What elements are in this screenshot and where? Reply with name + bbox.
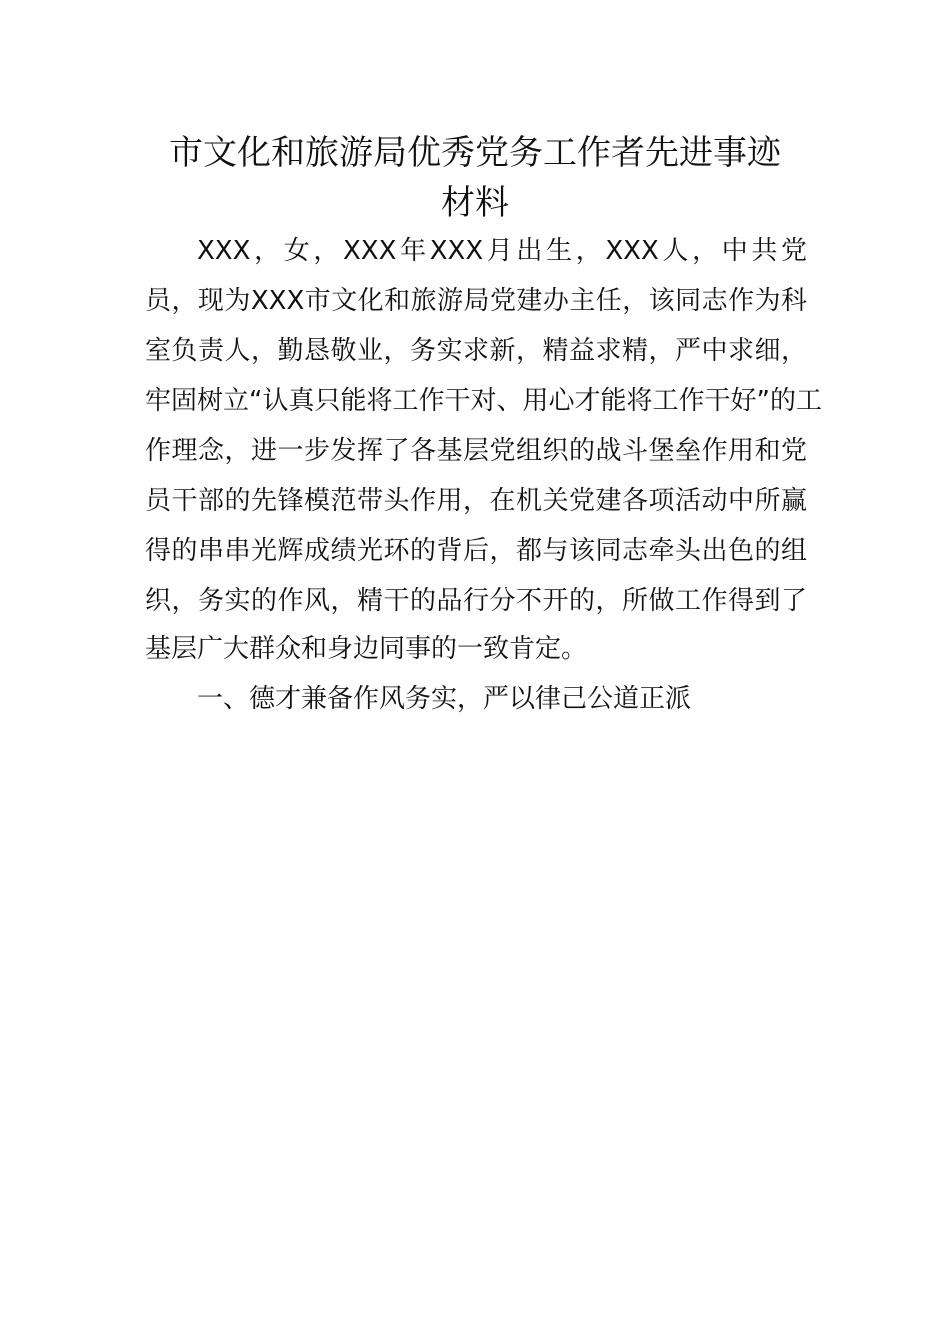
paragraph-line-4: 牢固树立“认真只能将工作干对、用心才能将工作干好”的工 — [145, 386, 822, 416]
section-heading: 一、德才兼备作风务实，严以律己公道正派 — [197, 684, 692, 714]
title-line-2: 材料 — [441, 183, 509, 223]
paragraph-line-1: XXX，女，XXX年XXX月出生，XXX人，中共党 — [197, 236, 807, 266]
paragraph-line-2: 员，现为XXX市文化和旅游局党建办主任，该同志作为科 — [145, 286, 807, 316]
document-title — [145, 128, 805, 228]
paragraph-line-6: 员干部的先锋模范带头作用，在机关党建各项活动中所赢 — [145, 486, 807, 516]
paragraph-line-3: 室负责人，勤恳敬业，务实求新，精益求精，严中求细， — [145, 336, 807, 366]
paragraph-line-8: 织，务实的作风，精干的品行分不开的，所做工作得到了 — [145, 586, 807, 616]
title-line-1: 市文化和旅游局优秀党务工作者先进事迹 — [169, 133, 781, 173]
paragraph-line-5: 作理念，进一步发挥了各基层党组织的战斗堡垒作用和党 — [145, 436, 807, 466]
paragraph-line-9: 基层广大群众和身边同事的一致肯定。 — [145, 634, 588, 664]
paragraph-line-7: 得的串串光辉成绩光环的背后，都与该同志牵头出色的组 — [145, 536, 807, 566]
